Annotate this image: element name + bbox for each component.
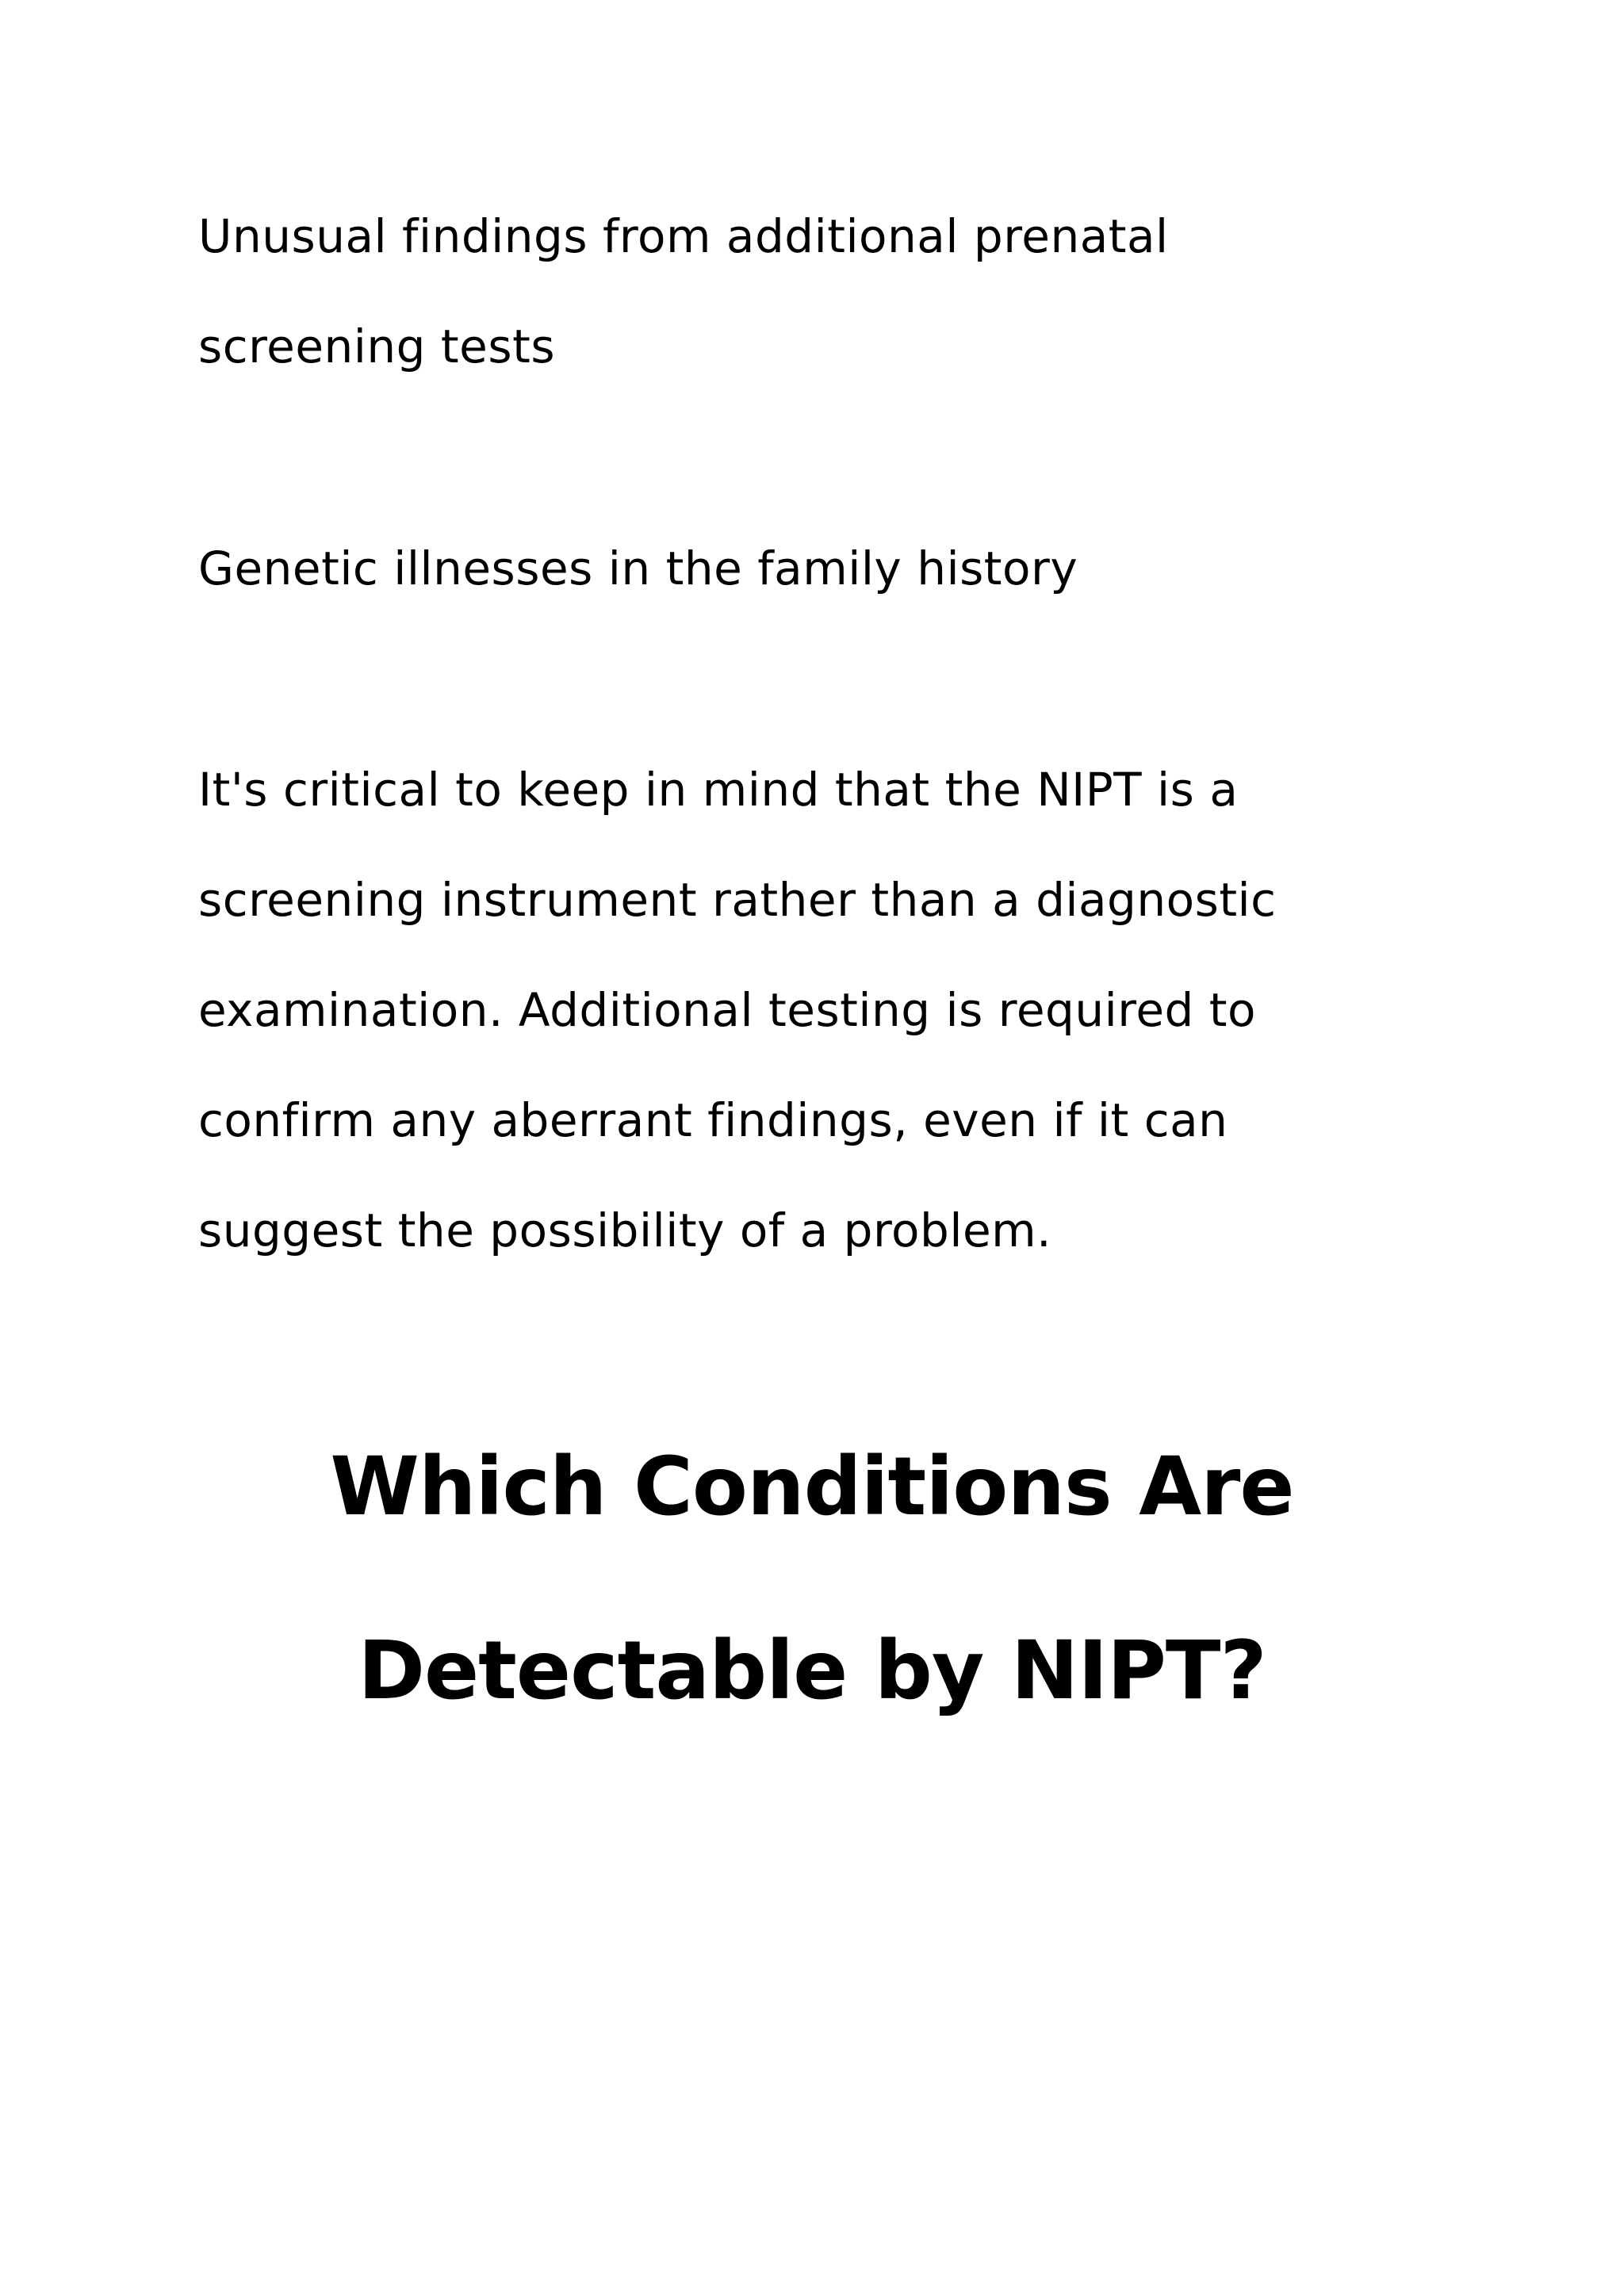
indication-item-family-history xyxy=(198,514,1435,624)
indication-item-unusual-findings xyxy=(198,182,1435,402)
text-line: Genetic illnesses in the family history xyxy=(198,541,1078,595)
text-line: confirm any aberrant findings, even if it can xyxy=(198,1093,1228,1147)
text-line: suggest the possibility of a problem. xyxy=(198,1203,1052,1257)
text-line: examination. Additional testing is required to xyxy=(198,983,1256,1037)
heading-line: Which Conditions Are xyxy=(330,1440,1294,1534)
text-line: Unusual findings from additional prenatal xyxy=(198,209,1169,263)
text-line: screening instrument rather than a diagnostic xyxy=(198,873,1277,927)
heading-line: Detectable by NIPT? xyxy=(358,1624,1266,1718)
screening-note-paragraph xyxy=(198,735,1435,1286)
section-heading xyxy=(0,1395,1624,1763)
text-line: screening tests xyxy=(198,320,556,373)
text-line: It's critical to keep in mind that the NIPT is a xyxy=(198,763,1239,817)
